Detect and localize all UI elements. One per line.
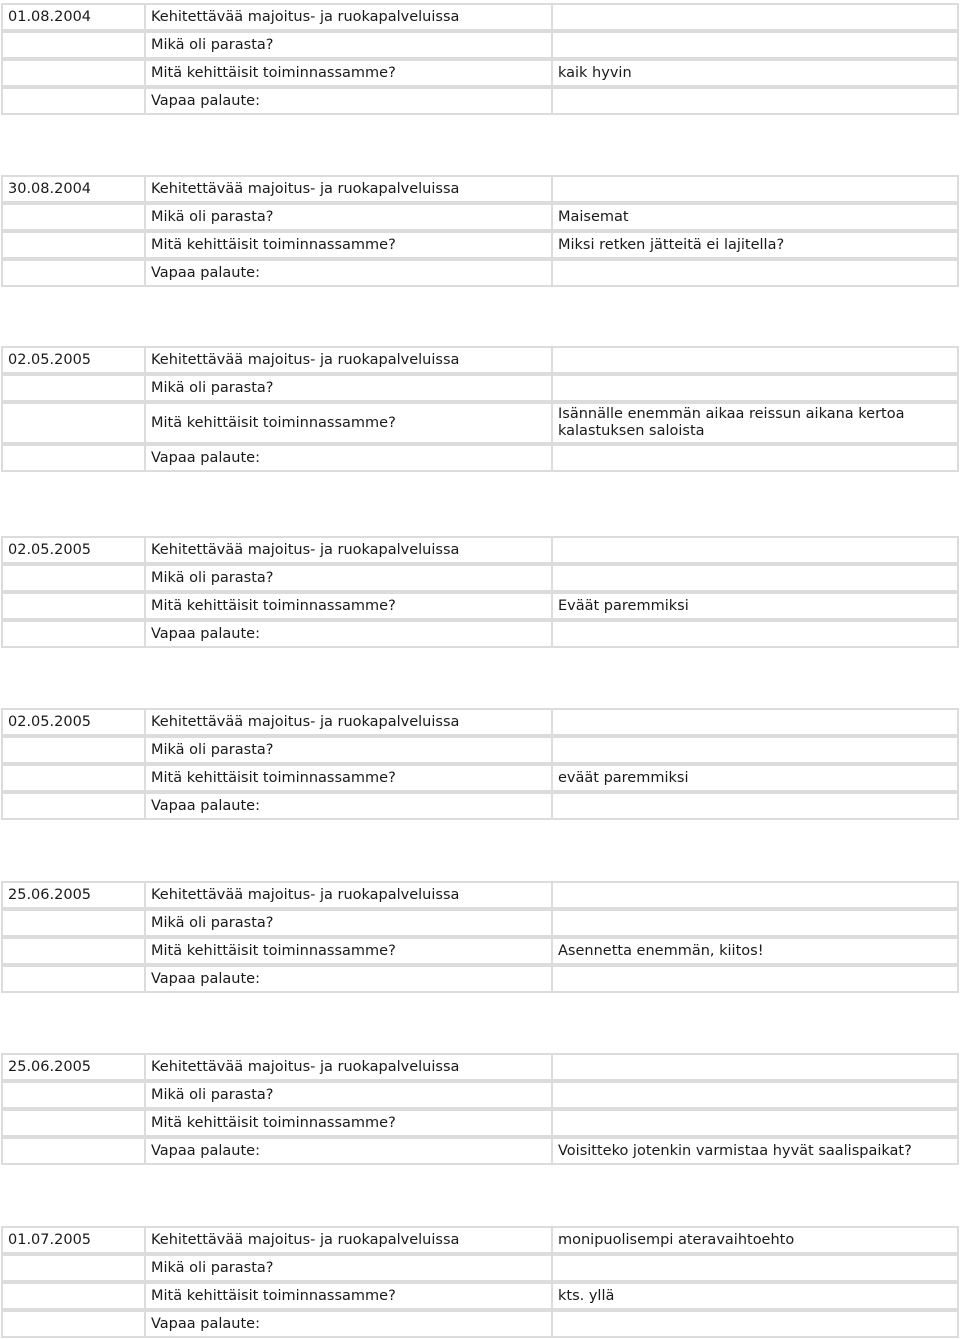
empty-cell: [1, 203, 146, 231]
answer-cell: [551, 346, 959, 374]
question-label: Mitä kehittäisit toiminnassamme?: [151, 236, 396, 253]
answer-cell: [551, 1109, 959, 1137]
answer-cell: [551, 708, 959, 736]
row-best: [1, 374, 959, 402]
date-cell: [1, 3, 146, 31]
question-label: Vapaa palaute:: [151, 1315, 260, 1332]
empty-cell: [1, 59, 146, 87]
question-label: Mikä oli parasta?: [151, 914, 274, 931]
empty-cell: [1, 259, 146, 287]
row-free: [1, 1137, 959, 1165]
row-best: [1, 203, 959, 231]
question-cell: [144, 1282, 553, 1310]
record-date: 01.07.2005: [8, 1231, 92, 1248]
topic-label: Kehitettävää majoitus- ja ruokapalveluissa: [151, 180, 460, 197]
row-improve: [1, 1282, 959, 1310]
answer-cell: [551, 31, 959, 59]
question-cell: [144, 1053, 553, 1081]
row-topic: [1, 175, 959, 203]
answer-cell: [551, 444, 959, 472]
question-cell: [144, 1109, 553, 1137]
row-improve: [1, 1109, 959, 1137]
question-cell: [144, 59, 553, 87]
row-best: [1, 736, 959, 764]
row-topic: [1, 708, 959, 736]
answer-cell: [551, 792, 959, 820]
row-improve: [1, 592, 959, 620]
answer-cell: [551, 1282, 959, 1310]
record-date: 25.06.2005: [8, 1058, 92, 1075]
question-label: Mitä kehittäisit toiminnassamme?: [151, 942, 396, 959]
answer-cell: [551, 881, 959, 909]
topic-label: Kehitettävää majoitus- ja ruokapalveluissa: [151, 713, 460, 730]
answer-cell: [551, 1137, 959, 1165]
row-improve: [1, 59, 959, 87]
question-cell: [144, 1310, 553, 1338]
topic-label: Kehitettävää majoitus- ja ruokapalveluissa: [151, 541, 460, 558]
answer-cell: [551, 402, 959, 444]
record-date: 25.06.2005: [8, 886, 92, 903]
answer-text: monipuolisempi ateravaihtoehto: [558, 1231, 795, 1248]
empty-cell: [1, 564, 146, 592]
answer-cell: [551, 1310, 959, 1338]
row-topic: [1, 3, 959, 31]
empty-cell: [1, 909, 146, 937]
empty-cell: [1, 402, 146, 444]
question-label: Vapaa palaute:: [151, 1142, 260, 1159]
question-label: Vapaa palaute:: [151, 970, 260, 987]
answer-cell: [551, 175, 959, 203]
row-best: [1, 909, 959, 937]
answer-cell: [551, 564, 959, 592]
question-cell: [144, 1226, 553, 1254]
question-cell: [144, 937, 553, 965]
answer-cell: [551, 1226, 959, 1254]
question-cell: [144, 87, 553, 115]
answer-text: eväät paremmiksi: [558, 769, 689, 786]
empty-cell: [1, 764, 146, 792]
empty-cell: [1, 1109, 146, 1137]
question-label: Vapaa palaute:: [151, 449, 260, 466]
empty-cell: [1, 31, 146, 59]
answer-cell: [551, 231, 959, 259]
empty-cell: [1, 1081, 146, 1109]
question-label: Vapaa palaute:: [151, 92, 260, 109]
question-cell: [144, 881, 553, 909]
question-cell: [144, 402, 553, 444]
empty-cell: [1, 87, 146, 115]
row-free: [1, 620, 959, 648]
question-label: Vapaa palaute:: [151, 797, 260, 814]
date-cell: [1, 346, 146, 374]
question-label: Mitä kehittäisit toiminnassamme?: [151, 64, 396, 81]
row-improve: [1, 937, 959, 965]
row-best: [1, 1081, 959, 1109]
question-cell: [144, 231, 553, 259]
question-label: Mitä kehittäisit toiminnassamme?: [151, 769, 396, 786]
row-free: [1, 444, 959, 472]
date-cell: [1, 175, 146, 203]
topic-label: Kehitettävää majoitus- ja ruokapalveluissa: [151, 1058, 460, 1075]
question-cell: [144, 965, 553, 993]
row-improve: [1, 231, 959, 259]
question-cell: [144, 259, 553, 287]
row-free: [1, 1310, 959, 1338]
topic-label: Kehitettävää majoitus- ja ruokapalveluissa: [151, 1231, 460, 1248]
question-label: Mikä oli parasta?: [151, 1259, 274, 1276]
topic-label: Kehitettävää majoitus- ja ruokapalveluissa: [151, 351, 460, 368]
answer-cell: [551, 1053, 959, 1081]
date-cell: [1, 708, 146, 736]
question-cell: [144, 1081, 553, 1109]
question-cell: [144, 175, 553, 203]
answer-text: Isännälle enemmän aikaa reissun aikana kertoa kalastuksen saloista: [558, 406, 910, 439]
question-cell: [144, 764, 553, 792]
empty-cell: [1, 1254, 146, 1282]
topic-label: Kehitettävää majoitus- ja ruokapalveluissa: [151, 8, 460, 25]
row-free: [1, 259, 959, 287]
question-cell: [144, 346, 553, 374]
question-cell: [144, 536, 553, 564]
row-best: [1, 31, 959, 59]
row-free: [1, 792, 959, 820]
empty-cell: [1, 1282, 146, 1310]
empty-cell: [1, 1310, 146, 1338]
empty-cell: [1, 965, 146, 993]
question-cell: [144, 31, 553, 59]
question-label: Mikä oli parasta?: [151, 1086, 274, 1103]
answer-text: Eväät paremmiksi: [558, 597, 689, 614]
empty-cell: [1, 937, 146, 965]
question-label: Mikä oli parasta?: [151, 36, 274, 53]
empty-cell: [1, 592, 146, 620]
answer-cell: [551, 909, 959, 937]
row-topic: [1, 346, 959, 374]
question-cell: [144, 3, 553, 31]
answer-text: Maisemat: [558, 208, 629, 225]
empty-cell: [1, 444, 146, 472]
row-best: [1, 1254, 959, 1282]
answer-cell: [551, 203, 959, 231]
question-cell: [144, 792, 553, 820]
topic-label: Kehitettävää majoitus- ja ruokapalveluissa: [151, 886, 460, 903]
answer-cell: [551, 764, 959, 792]
answer-cell: [551, 374, 959, 402]
answer-text: kaik hyvin: [558, 64, 632, 81]
row-improve: [1, 402, 959, 444]
question-label: Mitä kehittäisit toiminnassamme?: [151, 414, 396, 431]
row-free: [1, 965, 959, 993]
answer-cell: [551, 59, 959, 87]
record-date: 30.08.2004: [8, 180, 92, 197]
question-label: Mitä kehittäisit toiminnassamme?: [151, 1114, 396, 1131]
row-free: [1, 87, 959, 115]
date-cell: [1, 536, 146, 564]
question-cell: [144, 708, 553, 736]
question-label: Mitä kehittäisit toiminnassamme?: [151, 1287, 396, 1304]
question-cell: [144, 592, 553, 620]
question-label: Vapaa palaute:: [151, 625, 260, 642]
question-label: Mikä oli parasta?: [151, 208, 274, 225]
question-cell: [144, 374, 553, 402]
row-topic: [1, 1226, 959, 1254]
record-date: 02.05.2005: [8, 541, 92, 558]
answer-cell: [551, 536, 959, 564]
answer-cell: [551, 259, 959, 287]
question-label: Mikä oli parasta?: [151, 741, 274, 758]
answer-cell: [551, 965, 959, 993]
date-cell: [1, 881, 146, 909]
question-cell: [144, 909, 553, 937]
answer-cell: [551, 592, 959, 620]
row-topic: [1, 881, 959, 909]
empty-cell: [1, 736, 146, 764]
question-cell: [144, 1137, 553, 1165]
question-cell: [144, 444, 553, 472]
empty-cell: [1, 231, 146, 259]
empty-cell: [1, 374, 146, 402]
answer-text: kts. yllä: [558, 1287, 615, 1304]
record-date: 02.05.2005: [8, 351, 92, 368]
answer-text: Asennetta enemmän, kiitos!: [558, 942, 764, 959]
question-cell: [144, 203, 553, 231]
question-label: Mikä oli parasta?: [151, 379, 274, 396]
answer-cell: [551, 620, 959, 648]
record-date: 01.08.2004: [8, 8, 92, 25]
answer-cell: [551, 736, 959, 764]
row-improve: [1, 764, 959, 792]
question-cell: [144, 1254, 553, 1282]
question-cell: [144, 620, 553, 648]
answer-cell: [551, 937, 959, 965]
question-cell: [144, 736, 553, 764]
row-topic: [1, 1053, 959, 1081]
question-cell: [144, 564, 553, 592]
answer-cell: [551, 87, 959, 115]
empty-cell: [1, 1137, 146, 1165]
record-date: 02.05.2005: [8, 713, 92, 730]
question-label: Vapaa palaute:: [151, 264, 260, 281]
date-cell: [1, 1226, 146, 1254]
row-best: [1, 564, 959, 592]
answer-text: Miksi retken jätteitä ei lajitella?: [558, 236, 785, 253]
answer-cell: [551, 3, 959, 31]
date-cell: [1, 1053, 146, 1081]
answer-text: Voisitteko jotenkin varmistaa hyvät saalispaikat?: [558, 1142, 912, 1159]
question-label: Mitä kehittäisit toiminnassamme?: [151, 597, 396, 614]
row-topic: [1, 536, 959, 564]
question-label: Mikä oli parasta?: [151, 569, 274, 586]
answer-cell: [551, 1081, 959, 1109]
answer-cell: [551, 1254, 959, 1282]
empty-cell: [1, 792, 146, 820]
empty-cell: [1, 620, 146, 648]
